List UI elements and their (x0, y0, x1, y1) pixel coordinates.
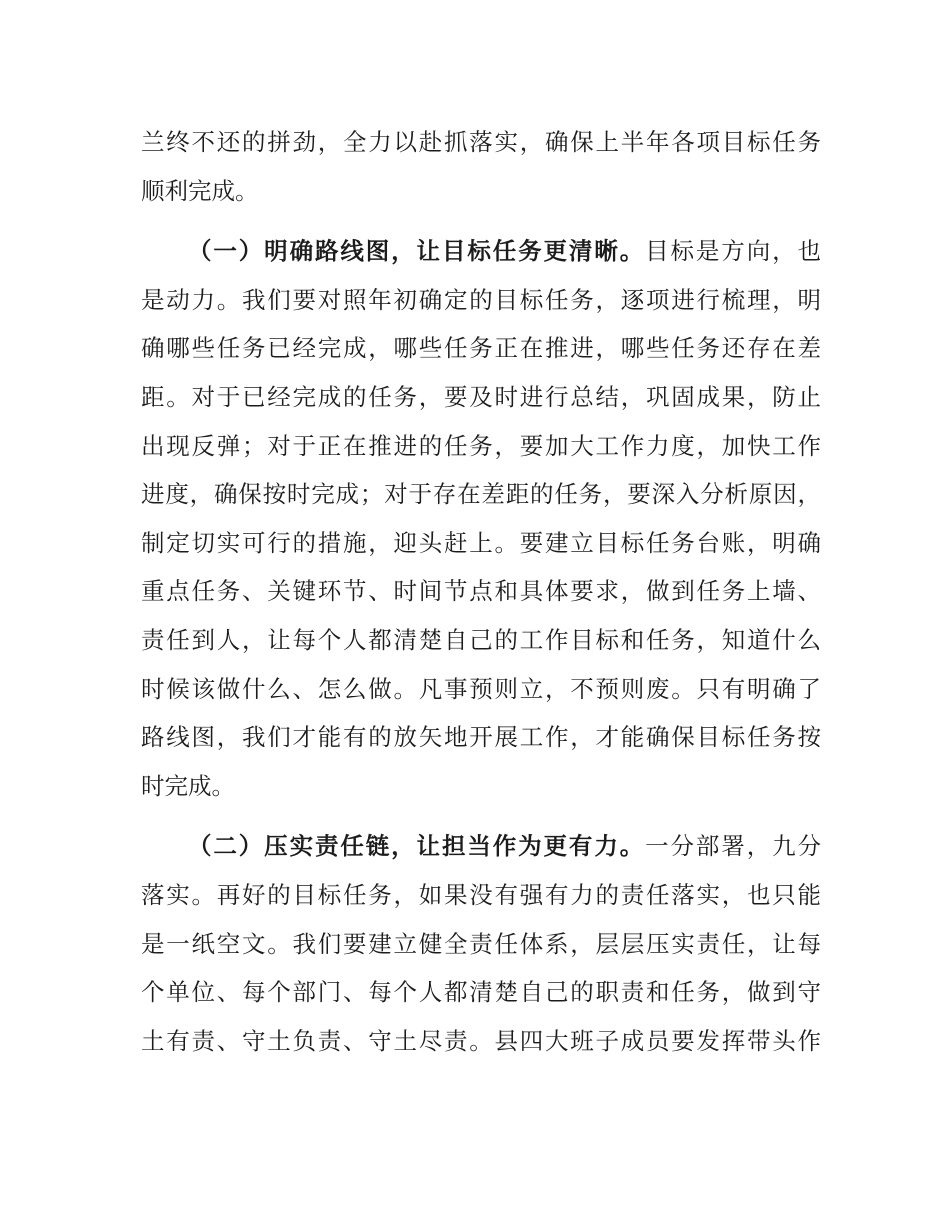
text-line: 重点任务、关键环节、时间节点和具体要求，做到任务上墙、 (141, 577, 821, 606)
paragraph-first-line (141, 822, 821, 871)
text-line: 顺利完成。 (141, 176, 259, 205)
text-line: 落实。再好的目标任务，如果没有强有力的责任落实，也只能 (141, 880, 821, 909)
text-line: 是动力。我们要对照年初确定的目标任务，逐项进行梳理，明 (141, 285, 821, 314)
text-line: 距。对于已经完成的任务，要及时进行总结，巩固成果，防止 (141, 382, 821, 411)
text-line: 确哪些任务已经完成，哪些任务正在推进，哪些任务还存在差 (141, 334, 821, 363)
text-line: 出现反弹；对于正在推进的任务，要加大工作力度，加快工作 (141, 431, 821, 460)
paragraph-section-1 (141, 227, 821, 810)
text-line: 个单位、每个部门、每个人都清楚自己的职责和任务，做到守 (141, 978, 821, 1007)
document-body (141, 118, 821, 1065)
text-line: 兰终不还的拼劲，全力以赴抓落实，确保上半年各项目标任务 (141, 128, 821, 156)
paragraph-first-line (141, 227, 821, 276)
text-line: 责任到人，让每个人都清楚自己的工作目标和任务，知道什么 (141, 625, 821, 654)
section-heading-1: （一）明确路线图，让目标任务更清晰。 (188, 237, 646, 266)
text-segment: 目标是方向，也 (645, 237, 821, 266)
text-segment: 一分部署，九分 (645, 832, 821, 861)
paragraph-continuation (141, 118, 821, 215)
section-heading-2: （二）压实责任链，让担当作为更有力。 (188, 832, 646, 861)
text-line: 路线图，我们才能有的放矢地开展工作，才能确保目标任务按 (141, 723, 821, 752)
paragraph-section-2 (141, 822, 821, 1065)
text-line: 时候该做什么、怎么做。凡事预则立，不预则废。只有明确了 (141, 674, 821, 703)
text-line: 是一纸空文。我们要建立健全责任体系，层层压实责任，让每 (141, 929, 821, 958)
text-line: 制定切实可行的措施，迎头赶上。要建立目标任务台账，明确 (141, 528, 821, 557)
text-line: 进度，确保按时完成；对于存在差距的任务，要深入分析原因， (141, 480, 821, 509)
text-line: 时完成。 (141, 771, 235, 800)
text-line: 土有责、守土负责、守土尽责。县四大班子成员要发挥带头作 (141, 1026, 821, 1055)
